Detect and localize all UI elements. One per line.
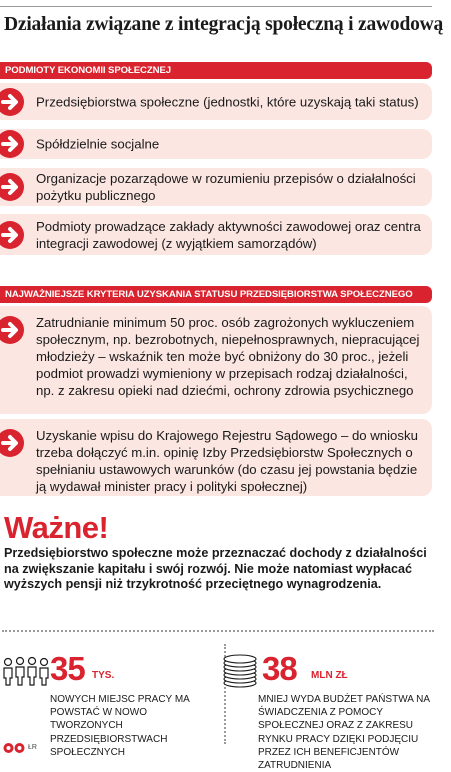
list-item-text: Zatrudnianie minimum 50 proc. osób zagrożonych wykluczeniem społecznym, np. bezrobotnych, niepełnosprawnych, niepracującej młodzieży – wskaźnik ten może być obniżony do 30 proc., jeżeli podmiot prowadzi wymieniony w przepisach rodzaj działalności, np. z zakresu opieki nad dziećmi, ochrony zdrowia psychicznego: [36, 315, 420, 398]
list-item-text: Uzyskanie wpisu do Krajowego Rejestru Sądowego – do wniosku trzeba dołączyć m.in. opinię Izby Przedsiębiorstw Społecznych o spełnianiu ustawowych warunków (do czasu jej powstania będzie ją wydawał minister pracy i polityki społecznej): [36, 428, 418, 494]
stat-description: NOWYCH MIEJSC PRACY MA POWSTAĆ W NOWO TWORZONYCH PRZEDSIĘBIORSTWACH SPOŁECZNYCH: [50, 694, 190, 758]
list-item-text: Spółdzielnie socjalne: [36, 136, 160, 152]
arrow-right-icon: [0, 128, 26, 160]
list-item-text: Organizacje pozarządowe w rozumieniu przepisów o działalności pożytku publicznego: [36, 171, 416, 203]
stat-number: 35: [50, 650, 85, 687]
list-item: [0, 306, 432, 414]
stat-unit: MLN ZŁ: [311, 670, 348, 681]
list-item: [0, 83, 432, 120]
people-icon: [2, 656, 50, 686]
section-header-criteria: NAJWAŻNIEJSZE KRYTERIA UZYSKANIA STATUSU PRZEDSIĘBIORSTWA SPOŁECZNEGO: [0, 286, 432, 303]
divider: [2, 630, 434, 632]
arrow-right-icon: [0, 86, 26, 118]
arrow-right-icon: [0, 314, 26, 346]
arrow-right-icon: [0, 219, 26, 251]
top-rule: [0, 6, 432, 7]
coins-icon: [220, 652, 260, 688]
list-item-text: Podmioty prowadzące zakłady aktywności zawodowej oraz centra integracji zawodowej (z wyjątkiem samorządów): [36, 218, 421, 251]
list-item: [0, 168, 432, 206]
list-item: [0, 419, 432, 496]
publisher-logo-icon: [3, 742, 25, 754]
important-heading: Ważne!: [4, 510, 109, 545]
list-item: [0, 214, 432, 255]
arrow-right-icon: [0, 427, 26, 459]
author-credit: ŁR: [28, 744, 37, 751]
stat-description: MNIEJ WYDA BUDŻET PAŃSTWA NA ŚWIADCZENIA Z POMOCY SPOŁECZNEJ ORAZ Z ZAKRESU RYNKU PRACY DZIĘKI PODJĘCIU PRZEZ ICH BENEFICJENTÓW ZATRUDNIENIA: [258, 694, 430, 772]
list-item: [0, 129, 432, 159]
page-title: Działania związane z integracją społeczną i zawodową: [4, 14, 444, 35]
list-item-text: Przedsiębiorstwa społeczne (jednostki, które uzyskają taki status): [36, 94, 419, 109]
stat-unit: TYS.: [92, 670, 115, 681]
stat-number: 38: [262, 650, 297, 687]
arrow-right-icon: [0, 171, 26, 203]
section-header-social-economy: PODMIOTY EKONOMII SPOŁECZNEJ: [0, 62, 432, 79]
important-text: Przedsiębiorstwo społeczne może przeznaczać dochody z działalności na zwiększanie kapitału i swój rozwój. Nie może natomiast wypłacać wyższych pensji niż trzykrotność przeciętnego wynagrodzenia.: [4, 546, 427, 592]
